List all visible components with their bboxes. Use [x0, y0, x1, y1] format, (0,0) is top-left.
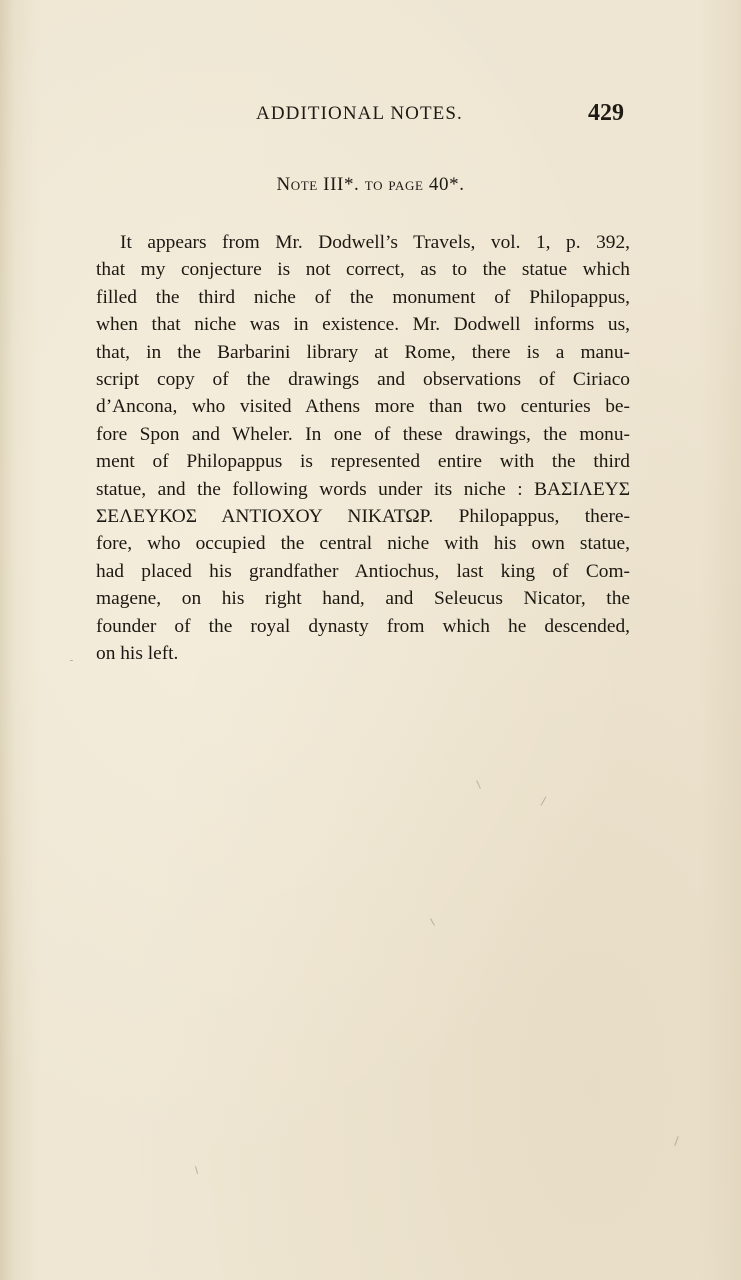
note-heading: Note III*. to page 40*.: [276, 174, 465, 195]
note-body: [96, 229, 630, 668]
paper-speck: [541, 796, 547, 805]
running-head: [0, 100, 741, 130]
text-line: d’Ancona, who visited Athens more than two centuries be-: [96, 396, 630, 418]
paper-speck: [476, 780, 481, 789]
paper-speck: [70, 660, 73, 661]
text-line: ΣΕΛΕΥΚΟΣ ΑΝΤΙΟΧΟΥ ΝΙΚΑΤΩΡ. Philopappus, there-: [96, 506, 630, 528]
text-line: ment of Philopappus is represented entire with the third: [96, 451, 630, 473]
text-line: that my conjecture is not correct, as to the statue which: [96, 259, 630, 281]
paper-speck: [430, 918, 435, 925]
running-title: ADDITIONAL NOTES.: [256, 103, 463, 124]
text-line: fore Spon and Wheler. In one of these drawings, the monu-: [96, 423, 630, 445]
paper-speck: [674, 1136, 678, 1146]
page-number: 429: [588, 100, 624, 126]
text-line: fore, who occupied the central niche with his own statue,: [96, 533, 630, 555]
text-line: when that niche was in existence. Mr. Dodwell informs us,: [96, 314, 630, 336]
text-line: founder of the royal dynasty from which he descended,: [96, 615, 630, 637]
text-line: magene, on his right hand, and Seleucus Nicator, the: [96, 588, 630, 610]
text-line: filled the third niche of the monument of Philopappus,: [96, 286, 630, 308]
text-line: script copy of the drawings and observations of Ciriaco: [96, 369, 630, 391]
paper-speck: [195, 1166, 198, 1174]
text-line: had placed his grandfather Antiochus, last king of Com-: [96, 560, 630, 582]
text-line: that, in the Barbarini library at Rome, there is a manu-: [96, 341, 630, 363]
text-line: statue, and the following words under its niche : ΒΑΣΙΛΕΥΣ: [96, 478, 630, 500]
text-line: on his left.: [96, 643, 179, 665]
text-line: It appears from Mr. Dodwell’s Travels, vol. 1, p. 392,: [120, 232, 630, 253]
